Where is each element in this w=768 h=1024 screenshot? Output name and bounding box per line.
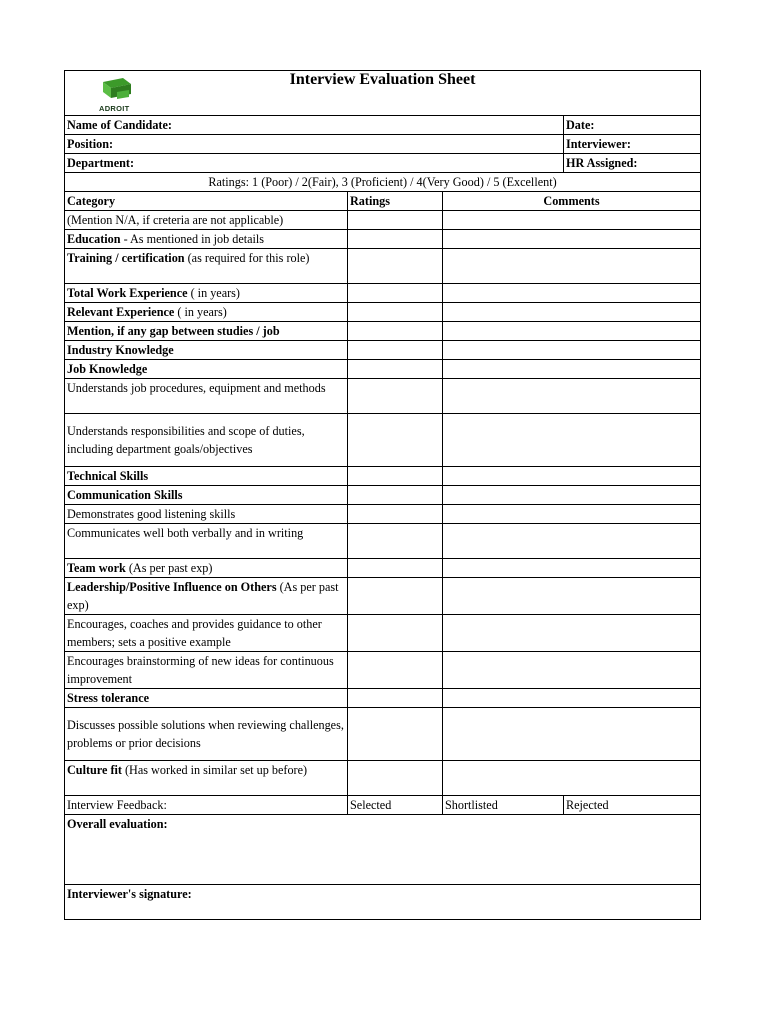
date-field[interactable]: Date: [564, 116, 701, 135]
criteria-title: Mention, if any gap between studies / job [67, 324, 280, 338]
rating-cell[interactable] [348, 559, 443, 578]
criteria-title: Training / certification [67, 251, 185, 265]
criteria-detail: (As per past exp) [125, 561, 213, 575]
comment-cell[interactable] [443, 524, 701, 559]
criteria-label [65, 211, 348, 230]
logo-subtext [98, 109, 122, 116]
criteria-row [65, 211, 701, 230]
comment-cell[interactable] [443, 341, 701, 360]
criteria-detail: Encourages, coaches and provides guidance to other members; sets a positive example [67, 617, 322, 649]
criteria-label [65, 761, 348, 796]
criteria-row [65, 486, 701, 505]
rating-cell[interactable] [348, 303, 443, 322]
title-cell [65, 71, 701, 116]
rating-cell[interactable] [348, 708, 443, 761]
comment-cell[interactable] [443, 505, 701, 524]
comment-cell[interactable] [443, 322, 701, 341]
criteria-row [65, 689, 701, 708]
comment-cell[interactable] [443, 578, 701, 615]
rating-cell[interactable] [348, 414, 443, 467]
criteria-row [65, 467, 701, 486]
criteria-row [65, 322, 701, 341]
criteria-row [65, 524, 701, 559]
criteria-label [65, 467, 348, 486]
criteria-detail: Discusses possible solutions when reviewing challenges, problems or prior decisions [67, 718, 344, 750]
criteria-detail: Communicates well both verbally and in writing [67, 526, 304, 540]
ratings-header: Ratings [348, 192, 443, 211]
criteria-label [65, 341, 348, 360]
criteria-label [65, 559, 348, 578]
criteria-label [65, 360, 348, 379]
criteria-row [65, 505, 701, 524]
criteria-title: Relevant Experience [67, 305, 175, 319]
comment-cell[interactable] [443, 486, 701, 505]
criteria-label [65, 689, 348, 708]
ratings-scale: Ratings: 1 (Poor) / 2(Fair), 3 (Proficient) / 4(Very Good) / 5 (Excellent) [65, 173, 701, 192]
rating-cell[interactable] [348, 379, 443, 414]
evaluation-sheet [64, 70, 700, 920]
criteria-title: Job Knowledge [67, 362, 148, 376]
criteria-label [65, 486, 348, 505]
ratings-scale-row [65, 173, 701, 192]
criteria-row [65, 559, 701, 578]
rating-cell[interactable] [348, 341, 443, 360]
criteria-row [65, 652, 701, 689]
hr-assigned-field[interactable]: HR Assigned: [564, 154, 701, 173]
comment-cell[interactable] [443, 284, 701, 303]
criteria-label [65, 249, 348, 284]
logo-text: ADROIT [99, 104, 130, 113]
position-row [65, 135, 701, 154]
criteria-label [65, 303, 348, 322]
candidate-row [65, 116, 701, 135]
criteria-detail: (Has worked in similar set up before) [121, 763, 308, 777]
criteria-label [65, 578, 348, 615]
criteria-detail: (Mention N/A, if creteria are not applicable) [67, 213, 284, 227]
page-title: Interview Evaluation Sheet [289, 71, 476, 88]
comment-cell[interactable] [443, 414, 701, 467]
criteria-title: Culture fit [67, 763, 122, 777]
overall-evaluation-row [65, 815, 701, 885]
rating-cell[interactable] [348, 486, 443, 505]
comment-cell[interactable] [443, 467, 701, 486]
criteria-row [65, 615, 701, 652]
rating-cell[interactable] [348, 761, 443, 796]
rating-cell[interactable] [348, 360, 443, 379]
criteria-detail: ( in years) [174, 305, 227, 319]
comment-cell[interactable] [443, 708, 701, 761]
criteria-detail: Encourages brainstorming of new ideas for continuous improvement [67, 654, 334, 686]
feedback-label: Interview Feedback: [65, 796, 348, 815]
criteria-detail: Understands job procedures, equipment and methods [67, 381, 326, 395]
criteria-detail: (As per past exp) [67, 580, 339, 612]
criteria-detail: Understands responsibilities and scope of duties, including department goals/objectives [67, 424, 305, 456]
rating-cell[interactable] [348, 284, 443, 303]
department-field[interactable]: Department: [65, 154, 564, 173]
criteria-title: Technical Skills [67, 469, 149, 483]
criteria-title: Team work [67, 561, 126, 575]
comment-cell[interactable] [443, 249, 701, 284]
feedback-row [65, 796, 701, 815]
rating-cell[interactable] [348, 505, 443, 524]
criteria-detail: ( in years) [187, 286, 240, 300]
rating-cell[interactable] [348, 467, 443, 486]
criteria-row [65, 341, 701, 360]
position-field[interactable]: Position: [65, 135, 564, 154]
rating-cell[interactable] [348, 249, 443, 284]
criteria-label [65, 284, 348, 303]
signature-row [65, 885, 701, 920]
comment-cell[interactable] [443, 652, 701, 689]
department-row [65, 154, 701, 173]
criteria-detail: - As mentioned in job details [120, 232, 265, 246]
selected-option[interactable]: Selected [348, 796, 443, 815]
criteria-label [65, 414, 348, 467]
criteria-title: Communication Skills [67, 488, 183, 502]
criteria-row [65, 303, 701, 322]
criteria-row [65, 414, 701, 467]
column-header-row [65, 192, 701, 211]
comment-cell[interactable] [443, 761, 701, 796]
criteria-row [65, 249, 701, 284]
signature-field[interactable]: Interviewer's signature: [65, 885, 701, 920]
rating-cell[interactable] [348, 230, 443, 249]
comment-cell[interactable] [443, 360, 701, 379]
comment-cell[interactable] [443, 615, 701, 652]
criteria-row [65, 230, 701, 249]
criteria-label [65, 524, 348, 559]
comment-cell[interactable] [443, 230, 701, 249]
evaluation-form [64, 70, 701, 920]
rating-cell[interactable] [348, 652, 443, 689]
criteria-title: Industry Knowledge [67, 343, 174, 357]
criteria-label [65, 230, 348, 249]
criteria-title: Total Work Experience [67, 286, 188, 300]
criteria-row [65, 761, 701, 796]
title-row [65, 71, 701, 116]
rating-cell[interactable] [348, 524, 443, 559]
rating-cell[interactable] [348, 322, 443, 341]
criteria-list [65, 211, 701, 796]
category-header: Category [65, 192, 348, 211]
criteria-label [65, 505, 348, 524]
rating-cell[interactable] [348, 578, 443, 615]
criteria-title: Stress tolerance [67, 691, 150, 705]
shortlisted-option[interactable]: Shortlisted [443, 796, 564, 815]
rating-cell[interactable] [348, 689, 443, 708]
comment-cell[interactable] [443, 303, 701, 322]
criteria-title: Leadership/Positive Influence on Others [67, 580, 277, 594]
rating-cell[interactable] [348, 211, 443, 230]
criteria-detail: (as required for this role) [184, 251, 310, 265]
criteria-row [65, 284, 701, 303]
criteria-row [65, 708, 701, 761]
comment-cell[interactable] [443, 559, 701, 578]
criteria-row [65, 379, 701, 414]
criteria-label [65, 379, 348, 414]
criteria-label [65, 322, 348, 341]
criteria-row [65, 578, 701, 615]
criteria-label [65, 615, 348, 652]
comment-cell[interactable] [443, 379, 701, 414]
candidate-field[interactable]: Name of Candidate: [65, 116, 564, 135]
criteria-label [65, 708, 348, 761]
criteria-title: Education [67, 232, 121, 246]
comments-header: Comments [443, 192, 701, 211]
criteria-detail: Demonstrates good listening skills [67, 507, 236, 521]
criteria-row [65, 360, 701, 379]
interviewer-field[interactable]: Interviewer: [564, 135, 701, 154]
overall-evaluation-field[interactable]: Overall evaluation: [65, 815, 701, 885]
comment-cell[interactable] [443, 211, 701, 230]
rating-cell[interactable] [348, 615, 443, 652]
criteria-label [65, 652, 348, 689]
comment-cell[interactable] [443, 689, 701, 708]
rejected-option[interactable]: Rejected [564, 796, 701, 815]
